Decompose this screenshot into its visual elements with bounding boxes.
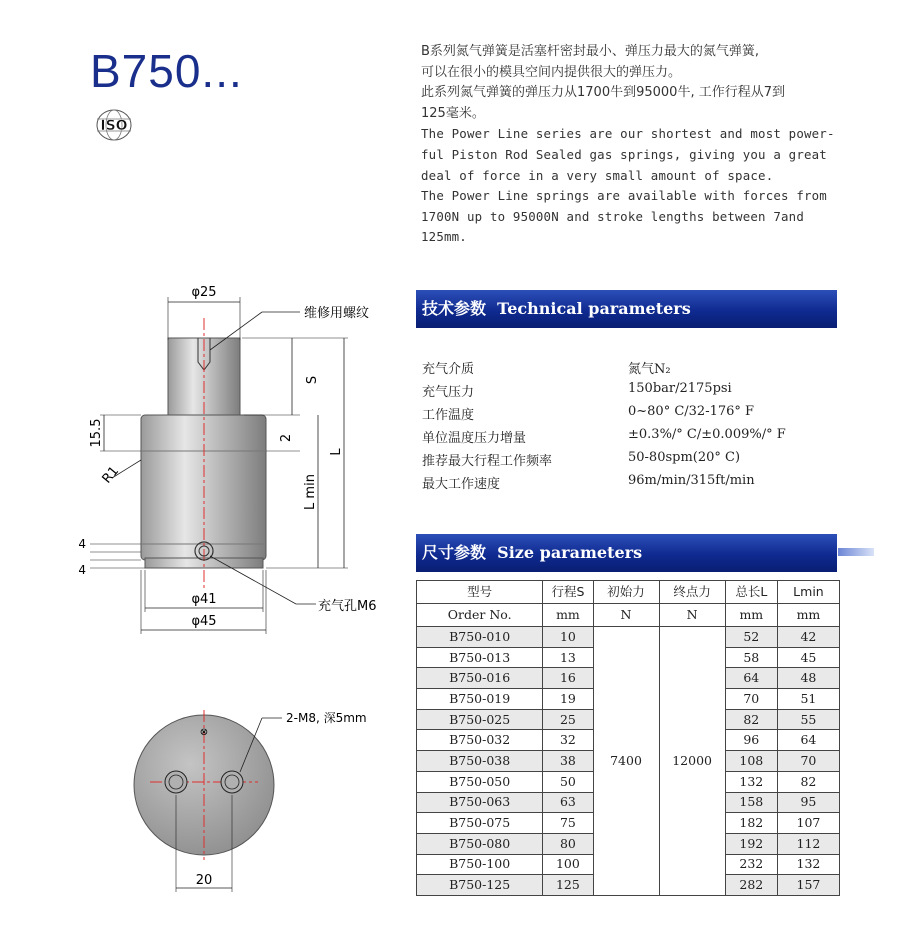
table-cell: 70: [725, 689, 777, 710]
tech-param-value: ±0.3%/° C/±0.009%/° F: [628, 427, 786, 442]
intro-line: 125毫米。: [421, 105, 485, 121]
table-cell: 51: [777, 689, 839, 710]
table-cell: 64: [777, 730, 839, 751]
tech-param-label: 单位温度压力增量: [422, 431, 527, 446]
size-title-en: Size parameters: [497, 543, 643, 562]
tech-title-en: Technical parameters: [497, 299, 691, 318]
header-row-units: [417, 604, 840, 627]
table-cell: 108: [725, 751, 777, 772]
table-cell: 282: [725, 875, 777, 896]
dim-20: 20: [195, 873, 213, 888]
label-fill-hole: 充气孔M6: [318, 599, 377, 614]
svg-text:ISO: ISO: [100, 118, 128, 134]
table-cell: 192: [725, 833, 777, 854]
table-cell: B750-125: [417, 875, 543, 896]
dim-d25: φ25: [191, 285, 217, 300]
table-header: Lmin: [777, 581, 839, 604]
table-cell: 157: [777, 875, 839, 896]
table-cell: 52: [725, 627, 777, 648]
table-header-unit: mm: [777, 604, 839, 627]
table-cell: B750-016: [417, 668, 543, 689]
intro-line: B系列氮气弹簧是活塞杆密封最小、弹压力最大的氮气弹簧,: [421, 44, 760, 59]
size-title-cn: 尺寸参数: [422, 543, 487, 562]
table-cell: 80: [543, 833, 593, 854]
intro-line: 此系列氮气弹簧的弹压力从1700牛到95000牛, 工作行程从7到: [421, 85, 785, 101]
tech-param-value: 96m/min/315ft/min: [628, 473, 755, 488]
m8-hole-right: [221, 771, 243, 793]
table-cell: 55: [777, 709, 839, 730]
table-row: [417, 627, 840, 648]
size-table: [416, 580, 840, 896]
technical-drawing: [0, 250, 410, 910]
banner-decoration: [838, 548, 874, 556]
table-cell: B750-032: [417, 730, 543, 751]
iso-logo: [92, 106, 136, 144]
table-cell: 125: [543, 875, 593, 896]
dim-d41: φ41: [191, 592, 217, 607]
size-params-banner: [416, 534, 837, 572]
table-cell: 16: [543, 668, 593, 689]
label-thread: 维修用螺纹: [304, 306, 370, 321]
table-cell: 42: [777, 627, 839, 648]
table-cell: 132: [725, 771, 777, 792]
table-cell: B750-080: [417, 833, 543, 854]
table-cell: B750-075: [417, 813, 543, 834]
table-cell: 19: [543, 689, 593, 710]
tech-param-value: 0~80° C/32-176° F: [628, 404, 755, 419]
intro-line: deal of force in a very small amount of space.: [421, 167, 774, 183]
dim-l: L: [329, 448, 344, 456]
table-cell: 64: [725, 668, 777, 689]
tech-param-value: 150bar/2175psi: [628, 381, 732, 396]
page-title: B750...: [90, 45, 243, 97]
dim-s: S: [305, 375, 320, 385]
dim-2: 2: [279, 433, 294, 443]
table-cell: 132: [777, 854, 839, 875]
table-cell: B750-100: [417, 854, 543, 875]
table-cell: 112: [777, 833, 839, 854]
tech-param-label: 工作温度: [422, 408, 475, 423]
table-cell: B750-063: [417, 792, 543, 813]
table-header: 初始力: [593, 581, 659, 604]
table-header-unit: Order No.: [417, 604, 543, 627]
table-cell: 32: [543, 730, 593, 751]
dim-r1: R1: [99, 463, 123, 487]
initial-force-cell: 7400: [593, 627, 659, 896]
table-cell: 10: [543, 627, 593, 648]
table-cell: B750-038: [417, 751, 543, 772]
table-cell: 100: [543, 854, 593, 875]
end-force-cell: 12000: [659, 627, 725, 896]
intro-line: 1700N up to 95000N and stroke lengths between 7and: [421, 208, 804, 224]
intro-line: 可以在很小的模具空间内提供很大的弹压力。: [421, 64, 682, 80]
tech-title-cn: 技术参数: [422, 299, 487, 318]
intro-line: ful Piston Rod Sealed gas springs, giving you a great: [421, 146, 827, 162]
intro-line: The Power Line series are our shortest and most power-: [421, 126, 835, 142]
svg-text:⊗: ⊗: [199, 727, 209, 738]
table-cell: B750-013: [417, 647, 543, 668]
dim-4-lower: 4: [78, 563, 86, 577]
table-cell: 38: [543, 751, 593, 772]
intro-text: [421, 42, 851, 248]
table-cell: 25: [543, 709, 593, 730]
table-cell: 107: [777, 813, 839, 834]
table-cell: 95: [777, 792, 839, 813]
table-cell: B750-019: [417, 689, 543, 710]
tech-param-label: 充气介质: [422, 362, 475, 377]
table-cell: 13: [543, 647, 593, 668]
table-cell: B750-050: [417, 771, 543, 792]
table-cell: 58: [725, 647, 777, 668]
m8-hole-left: [165, 771, 187, 793]
tech-params-banner: [416, 290, 837, 328]
table-cell: 75: [543, 813, 593, 834]
dim-lmin: L min: [303, 474, 318, 510]
intro-line: 125mm.: [421, 229, 467, 245]
intro-line: The Power Line springs are available with forces from: [421, 188, 827, 204]
tech-param-label: 最大工作速度: [422, 477, 501, 492]
table-cell: 158: [725, 792, 777, 813]
table-header: 行程S: [543, 581, 593, 604]
tech-param-value: 50-80spm(20° C): [628, 450, 741, 465]
table-header: 总长L: [725, 581, 777, 604]
table-cell: 182: [725, 813, 777, 834]
tech-param-label: 充气压力: [422, 385, 475, 400]
table-cell: 50: [543, 771, 593, 792]
dim-4-upper: 4: [78, 537, 86, 551]
label-m8: 2-M8, 深5mm: [286, 711, 367, 725]
table-cell: 96: [725, 730, 777, 751]
table-cell: 82: [725, 709, 777, 730]
table-cell: 82: [777, 771, 839, 792]
tech-param-value: 氮气N₂: [628, 362, 671, 377]
table-cell: 63: [543, 792, 593, 813]
table-header-unit: N: [593, 604, 659, 627]
table-cell: 232: [725, 854, 777, 875]
table-header-unit: mm: [543, 604, 593, 627]
tech-param-label: 推荐最大行程工作频率: [422, 454, 553, 469]
table-cell: 48: [777, 668, 839, 689]
dim-d45: φ45: [191, 614, 217, 629]
table-cell: 70: [777, 751, 839, 772]
table-header-unit: mm: [725, 604, 777, 627]
table-cell: B750-025: [417, 709, 543, 730]
dim-15-5: 15.5: [89, 418, 104, 448]
table-cell: 45: [777, 647, 839, 668]
table-header: 型号: [417, 581, 543, 604]
table-header: 终点力: [659, 581, 725, 604]
header-row-cn: [417, 581, 840, 604]
table-header-unit: N: [659, 604, 725, 627]
table-cell: B750-010: [417, 627, 543, 648]
